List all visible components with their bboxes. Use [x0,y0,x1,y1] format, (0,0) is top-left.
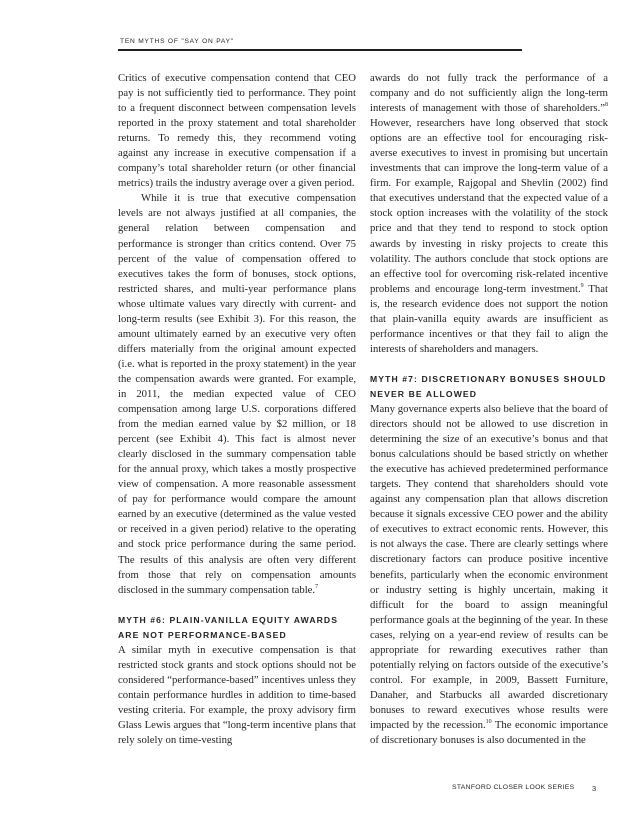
page-number: 3 [592,784,597,793]
right-column [370,71,608,748]
footnote-marker: 8 [605,102,608,109]
right-paragraph-1 [370,71,608,357]
right-paragraph-2 [370,402,608,748]
text-run: However, researchers have long observed that stock options are an effective tool for encouraging risk-averse executives to invest in promising but uncertain investments that can improve the long-term value of a firm. For example, Rajgopal and Shevlin (2002) find that executives understand that the expected value of a stock option increases with the volatility of the stock price and that they tend to respond to stock option awards by investing in risky projects to create this volatility. The authors conclude that stock options are an effective tool for overcoming risk-related incentive problems and encourage long-term investment. [370,117,608,295]
series-footer: STANFORD CLOSER LOOK SERIES [452,784,575,791]
left-paragraph-2 [118,191,356,597]
left-paragraph-1 [118,71,356,191]
footnote-marker: 10 [485,718,492,725]
text-run: awards do not fully track the performance of a company and do not sufficiently align the long-term interests of management with those of shareholders.” [370,72,608,115]
text-run: That is, the research evidence does not support the notion that plain-vanilla equity awards are insufficient as performance incentives or that they fail to align the interests of shareholders and managers. [370,282,608,355]
myth7-heading: MYTH #7: DISCRETIONARY BONUSES SHOULD NEVER BE ALLOWED [370,373,607,399]
footnote-marker: 7 [315,583,319,590]
left-column [118,71,356,748]
header-rule [118,49,522,51]
text-run: Critics of executive compensation contend that CEO pay is not sufficiently tied to performance. They point to a frequent disconnect between compensation levels reported in the proxy statement and total shareholder returns. To remedy this, they recommend voting against any increase in executive compensation if a company’s total shareholder return (or other financial metrics) trails the industry average over a given period. [118,72,356,190]
text-run: The economic importance of discretionary bonuses is also documented in the [370,718,608,747]
left-paragraph-3 [118,643,356,748]
footnote-marker: 9 [580,282,584,289]
text-run: While it is true that executive compensation levels are not always justified at all companies, the general relation between compensation and performance is stronger than critics contend. Over 75 percent of the value of compensation offered to executives takes the form of bonuses, stock options, restricted shares, and multi-year performance plans whose ultimate values vary directly with current- and long-term results (see Exhibit 3). For this reason, the amount ultimately earned by an executive very often differs materially from the original amount expected (i.e. what is reported in the proxy statement) in the year the compensation awards were granted. For example, in 2011, the median expected value of CEO compensation among large U.S. corporations differed from the median earned value by $2 million, or 18 percent (see Exhibit 4). This fact is almost never clearly disclosed in the summary compensation table for the annual proxy, which takes a mostly prospective view of compensation. A more reasonable assessment of pay for performance would compare the amount earned by an executive (determined as the value vested or received in a given period) relative to the operating and stock price performance during the same period. The results of this analysis are often very different from those that rely on compensation amounts disclosed in the summary compensation table. [118,192,356,596]
text-run: A similar myth in executive compensation is that restricted stock grants and stock options should not be considered “performance-based” incentives unless they contain performance hurdles in addition to time-based vesting criteria. For example, the proxy advisory firm Glass Lewis argues that “long-term incentive plans that rely solely on time-vesting [118,643,356,747]
text-run: Many governance experts also believe that the board of directors should not be allowed to use discretion in determining the size of an executive’s bonus and that bonus calculations should be based strictly on whether the executive has achieved predetermined performance targets. They contend that shareholders should vote against any compensation plan that allows discretion because it signals excessive CEO power and the ability of executives to extract economic rents. However, this is not always the case. There are clearly settings where discretionary factors can produce positive incentive benefits, particularly when the economic environment or industry setting is highly uncertain, making it difficult for the board to assign meaningful performance goals at the beginning of the year. In these cases, relying on a year-end review of results can be appropriate for rewarding executives rather than potentially relying on factors outside of the executive’s control. For example, in 2009, Bassett Furniture, Danaher, and Starbucks all awarded discretionary bonuses to reward executives whose results were impacted by the recession. [370,402,608,731]
running-header: TEN MYTHS OF "SAY ON PAY" [120,38,234,45]
myth6-heading: MYTH #6: PLAIN-VANILLA EQUITY AWARDS ARE NOT PERFORMANCE-BASED [118,614,339,640]
